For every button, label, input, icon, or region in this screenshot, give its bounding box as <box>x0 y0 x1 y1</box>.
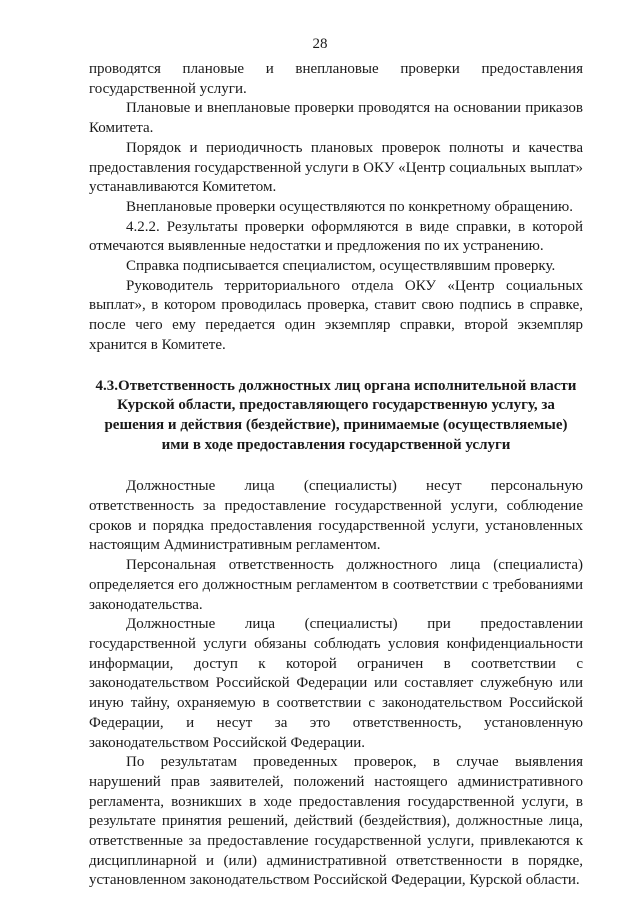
paragraph: Справка подписывается специалистом, осуществлявшим проверку. <box>126 258 556 275</box>
paragraph: Плановые и внеплановые проверки проводятся на основании приказов Комитета. <box>89 100 583 137</box>
paragraph: 4.2.2. Результаты проверки оформляются в виде справки, в которой отмечаются выявленные недостатки и предложения по их устранению. <box>89 218 583 255</box>
paragraph: Внеплановые проверки осуществляются по конкретному обращению. <box>126 198 573 215</box>
paragraph: Руководитель территориального отдела ОКУ «Центр социальных выплат», в котором проводилась проверка, ставит свою подпись в справке, после чего ему передается один экземпляр справки, второй экземпляр хранится в Комитете. <box>89 277 583 353</box>
section-heading: 4.3.Ответственность должностных лиц органа исполнительной власти Курской области, предоставляющего государственную услугу, за решения и действия (бездействие), принимаемые (осуществляемые) ими в ходе предоставления государственной услуги <box>95 377 577 453</box>
paragraph: Персональная ответственность должностного лица (специалиста) определяется его должностным регламентом в соответствии с требованиями законодательства. <box>89 557 583 613</box>
paragraph: По результатам проведенных проверок, в случае выявления нарушений прав заявителей, положений настоящего административного регламента, возникших в ходе предоставления государственной услуги, в результате принятия решений, действий (бездействия), должностные лица, ответственные за предоставление государственной услуги, привлекаются к дисциплинарной и (или) административной ответственности в порядке, установленном законодательством Российской Федерации, Курской области. <box>89 754 583 889</box>
paragraph: Должностные лица (специалисты) при предоставлении государственной услуги обязаны соблюдать условия конфиденциальности информации, доступ к которой ограничен в соответствии с законодательством Российской Федерации или составляет служебную или иную тайну, охраняемую в соответствии с законодательством Российской Федерации, и несут за это ответственность, установленную законодательством Российской Федерации. <box>89 616 583 751</box>
paragraph: Порядок и периодичность плановых проверок полноты и качества предоставления государственной услуги в ОКУ «Центр социальных выплат» устанавливаются Комитетом. <box>89 139 583 196</box>
paragraph: Должностные лица (специалисты) несут персональную ответственность за предоставление государственной услуги, соблюдение сроков и порядка предоставления государственной услуги, установленных настоящим Административным регламентом. <box>89 478 583 554</box>
document-body <box>89 60 583 891</box>
page-number: 28 <box>312 36 328 52</box>
paragraph: проводятся плановые и внеплановые проверки предоставления государственной услуги. <box>89 61 583 97</box>
